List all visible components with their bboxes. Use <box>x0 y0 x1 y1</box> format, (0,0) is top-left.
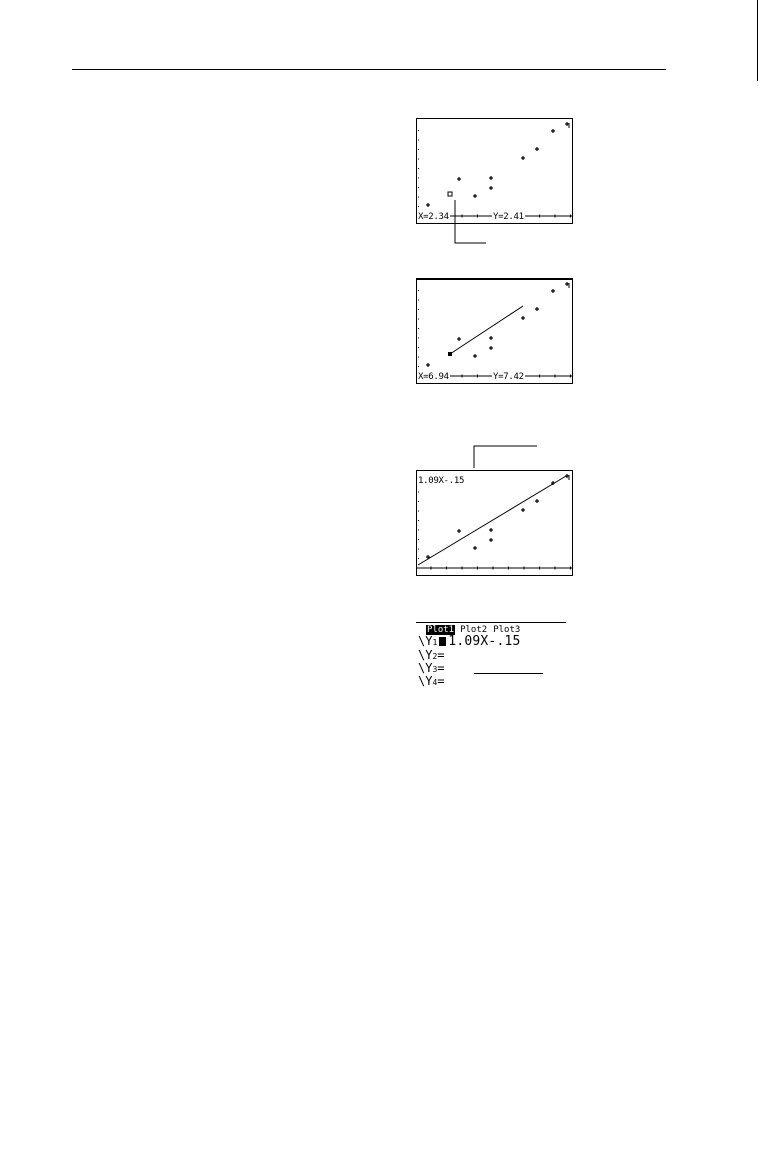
trace-y-readout: Y=2.41 <box>493 212 524 222</box>
y-tick <box>418 328 419 329</box>
graph-screen-2 <box>416 278 573 384</box>
plot-style-icon: \ <box>418 661 426 675</box>
graph-screen-2-svg <box>416 278 573 384</box>
callout-1 <box>0 0 770 300</box>
y-tick <box>418 338 419 339</box>
plot2-tab[interactable]: Plot2 <box>460 625 488 635</box>
y-tick <box>418 319 419 320</box>
y1-row[interactable]: \Y1 1.09X-.15 <box>418 634 521 649</box>
trace-y-readout: Y=7.42 <box>493 372 524 382</box>
y3-row[interactable]: \Y3= <box>418 661 445 675</box>
y1-expression[interactable]: 1.09X-.15 <box>448 634 521 649</box>
plot-style-icon: \ <box>418 674 426 688</box>
y-tick <box>418 309 419 310</box>
y4-row[interactable]: \Y4= <box>418 674 445 688</box>
y-tick <box>418 530 419 531</box>
y-tick <box>418 520 419 521</box>
plot-style-icon: \ <box>418 648 426 662</box>
plot1-tab[interactable]: Plot1 <box>427 625 455 635</box>
y-equals-editor <box>416 620 566 692</box>
callout-underline <box>474 673 543 674</box>
y-tick <box>418 501 419 502</box>
plot3-tab[interactable]: Plot3 <box>493 625 521 635</box>
screen-frame <box>417 279 573 384</box>
y-tick <box>418 492 419 493</box>
y-tick <box>418 366 419 367</box>
trace-x-readout: X=6.94 <box>418 372 449 382</box>
y-tick <box>418 290 419 291</box>
trace-x-readout: X=2.34 <box>418 212 449 222</box>
callout-3 <box>0 430 770 480</box>
y-tick <box>418 300 419 301</box>
line-anchor-point <box>448 352 452 356</box>
y-tick <box>418 511 419 512</box>
y-tick <box>418 357 419 358</box>
y-tick <box>418 347 419 348</box>
plot-style-icon: \ <box>418 634 426 648</box>
y-tick <box>418 558 419 559</box>
y2-row[interactable]: \Y2= <box>418 648 445 662</box>
selected-equals-icon <box>439 637 446 646</box>
graph-screen-3 <box>416 470 573 576</box>
regression-equation-label: 1.09X-.15 <box>418 476 465 486</box>
editor-top-line <box>416 622 566 623</box>
y-tick <box>418 549 419 550</box>
y-tick <box>418 539 419 540</box>
